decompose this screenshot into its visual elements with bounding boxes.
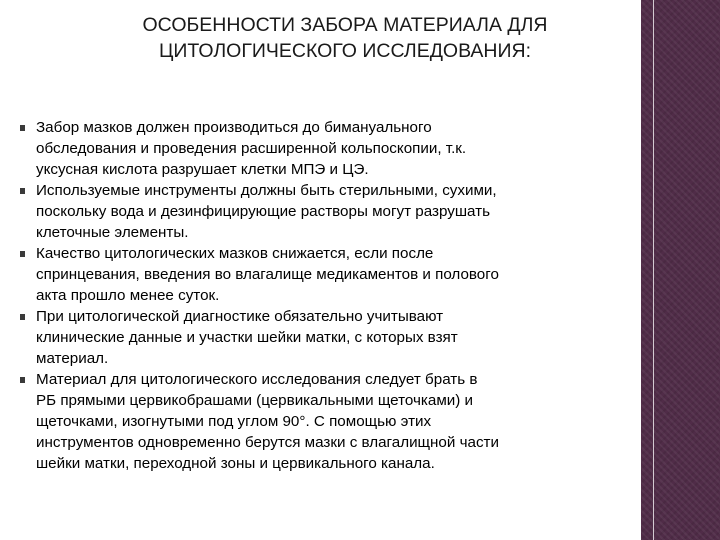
- bullet-text: [36, 306, 620, 369]
- bullet-line: спринцевания, введения во влагалище медикаментов и полового: [36, 266, 499, 283]
- square-bullet-icon: [20, 314, 25, 320]
- bullet-item-5: [20, 369, 620, 474]
- bullet-line: Забор мазков должен производиться до бимануального: [36, 119, 432, 136]
- bullet-text: [36, 117, 620, 180]
- bullet-line: При цитологической диагностике обязательно учитывают: [36, 308, 444, 325]
- bullet-line: уксусная кислота разрушает клетки МПЭ и ЦЭ.: [36, 161, 369, 178]
- square-bullet-icon: [20, 377, 25, 383]
- bullet-line: Материал для цитологического исследования следует брать в: [36, 371, 478, 388]
- bullet-line: поскольку вода и дезинфицирующие растворы могут разрушать: [36, 203, 490, 220]
- square-bullet-icon: [20, 251, 25, 257]
- decorative-side-band: [641, 0, 720, 540]
- bullet-item-4: [20, 306, 620, 369]
- bullet-item-1: [20, 117, 620, 180]
- square-bullet-icon: [20, 125, 25, 131]
- bullet-line: обследования и проведения расширенной кольпоскопии, т.к.: [36, 140, 467, 157]
- bullet-line: акта прошло менее суток.: [36, 287, 220, 304]
- bullet-list: [20, 117, 620, 474]
- bullet-line: материал.: [36, 350, 109, 367]
- bullet-text: [36, 243, 620, 306]
- square-bullet-icon: [20, 188, 25, 194]
- slide-title: [60, 12, 630, 64]
- bullet-line: щеточками, изогнутыми под углом 90°. С помощью этих: [36, 413, 432, 430]
- slide-title-line-1: ОСОБЕННОСТИ ЗАБОРА МАТЕРИАЛА ДЛЯ: [142, 14, 548, 36]
- bullet-line: РБ прямыми цервикобрашами (цервикальными щеточками) и: [36, 392, 474, 409]
- bullet-text: [36, 180, 620, 243]
- bullet-text: [36, 369, 620, 474]
- bullet-item-2: [20, 180, 620, 243]
- bullet-line: клеточные элементы.: [36, 224, 189, 241]
- bullet-line: Используемые инструменты должны быть стерильными, сухими,: [36, 182, 497, 199]
- side-band-divider-line: [653, 0, 654, 540]
- bullet-line: клинические данные и участки шейки матки, с которых взят: [36, 329, 458, 346]
- bullet-line: Качество цитологических мазков снижается, если после: [36, 245, 434, 262]
- bullet-line: инструментов одновременно берутся мазки с влагалищной части: [36, 434, 499, 451]
- bullet-item-3: [20, 243, 620, 306]
- bullet-line: шейки матки, переходной зоны и цервикального канала.: [36, 455, 435, 472]
- slide-title-line-2: ЦИТОЛОГИЧЕСКОГО ИССЛЕДОВАНИЯ:: [158, 40, 532, 62]
